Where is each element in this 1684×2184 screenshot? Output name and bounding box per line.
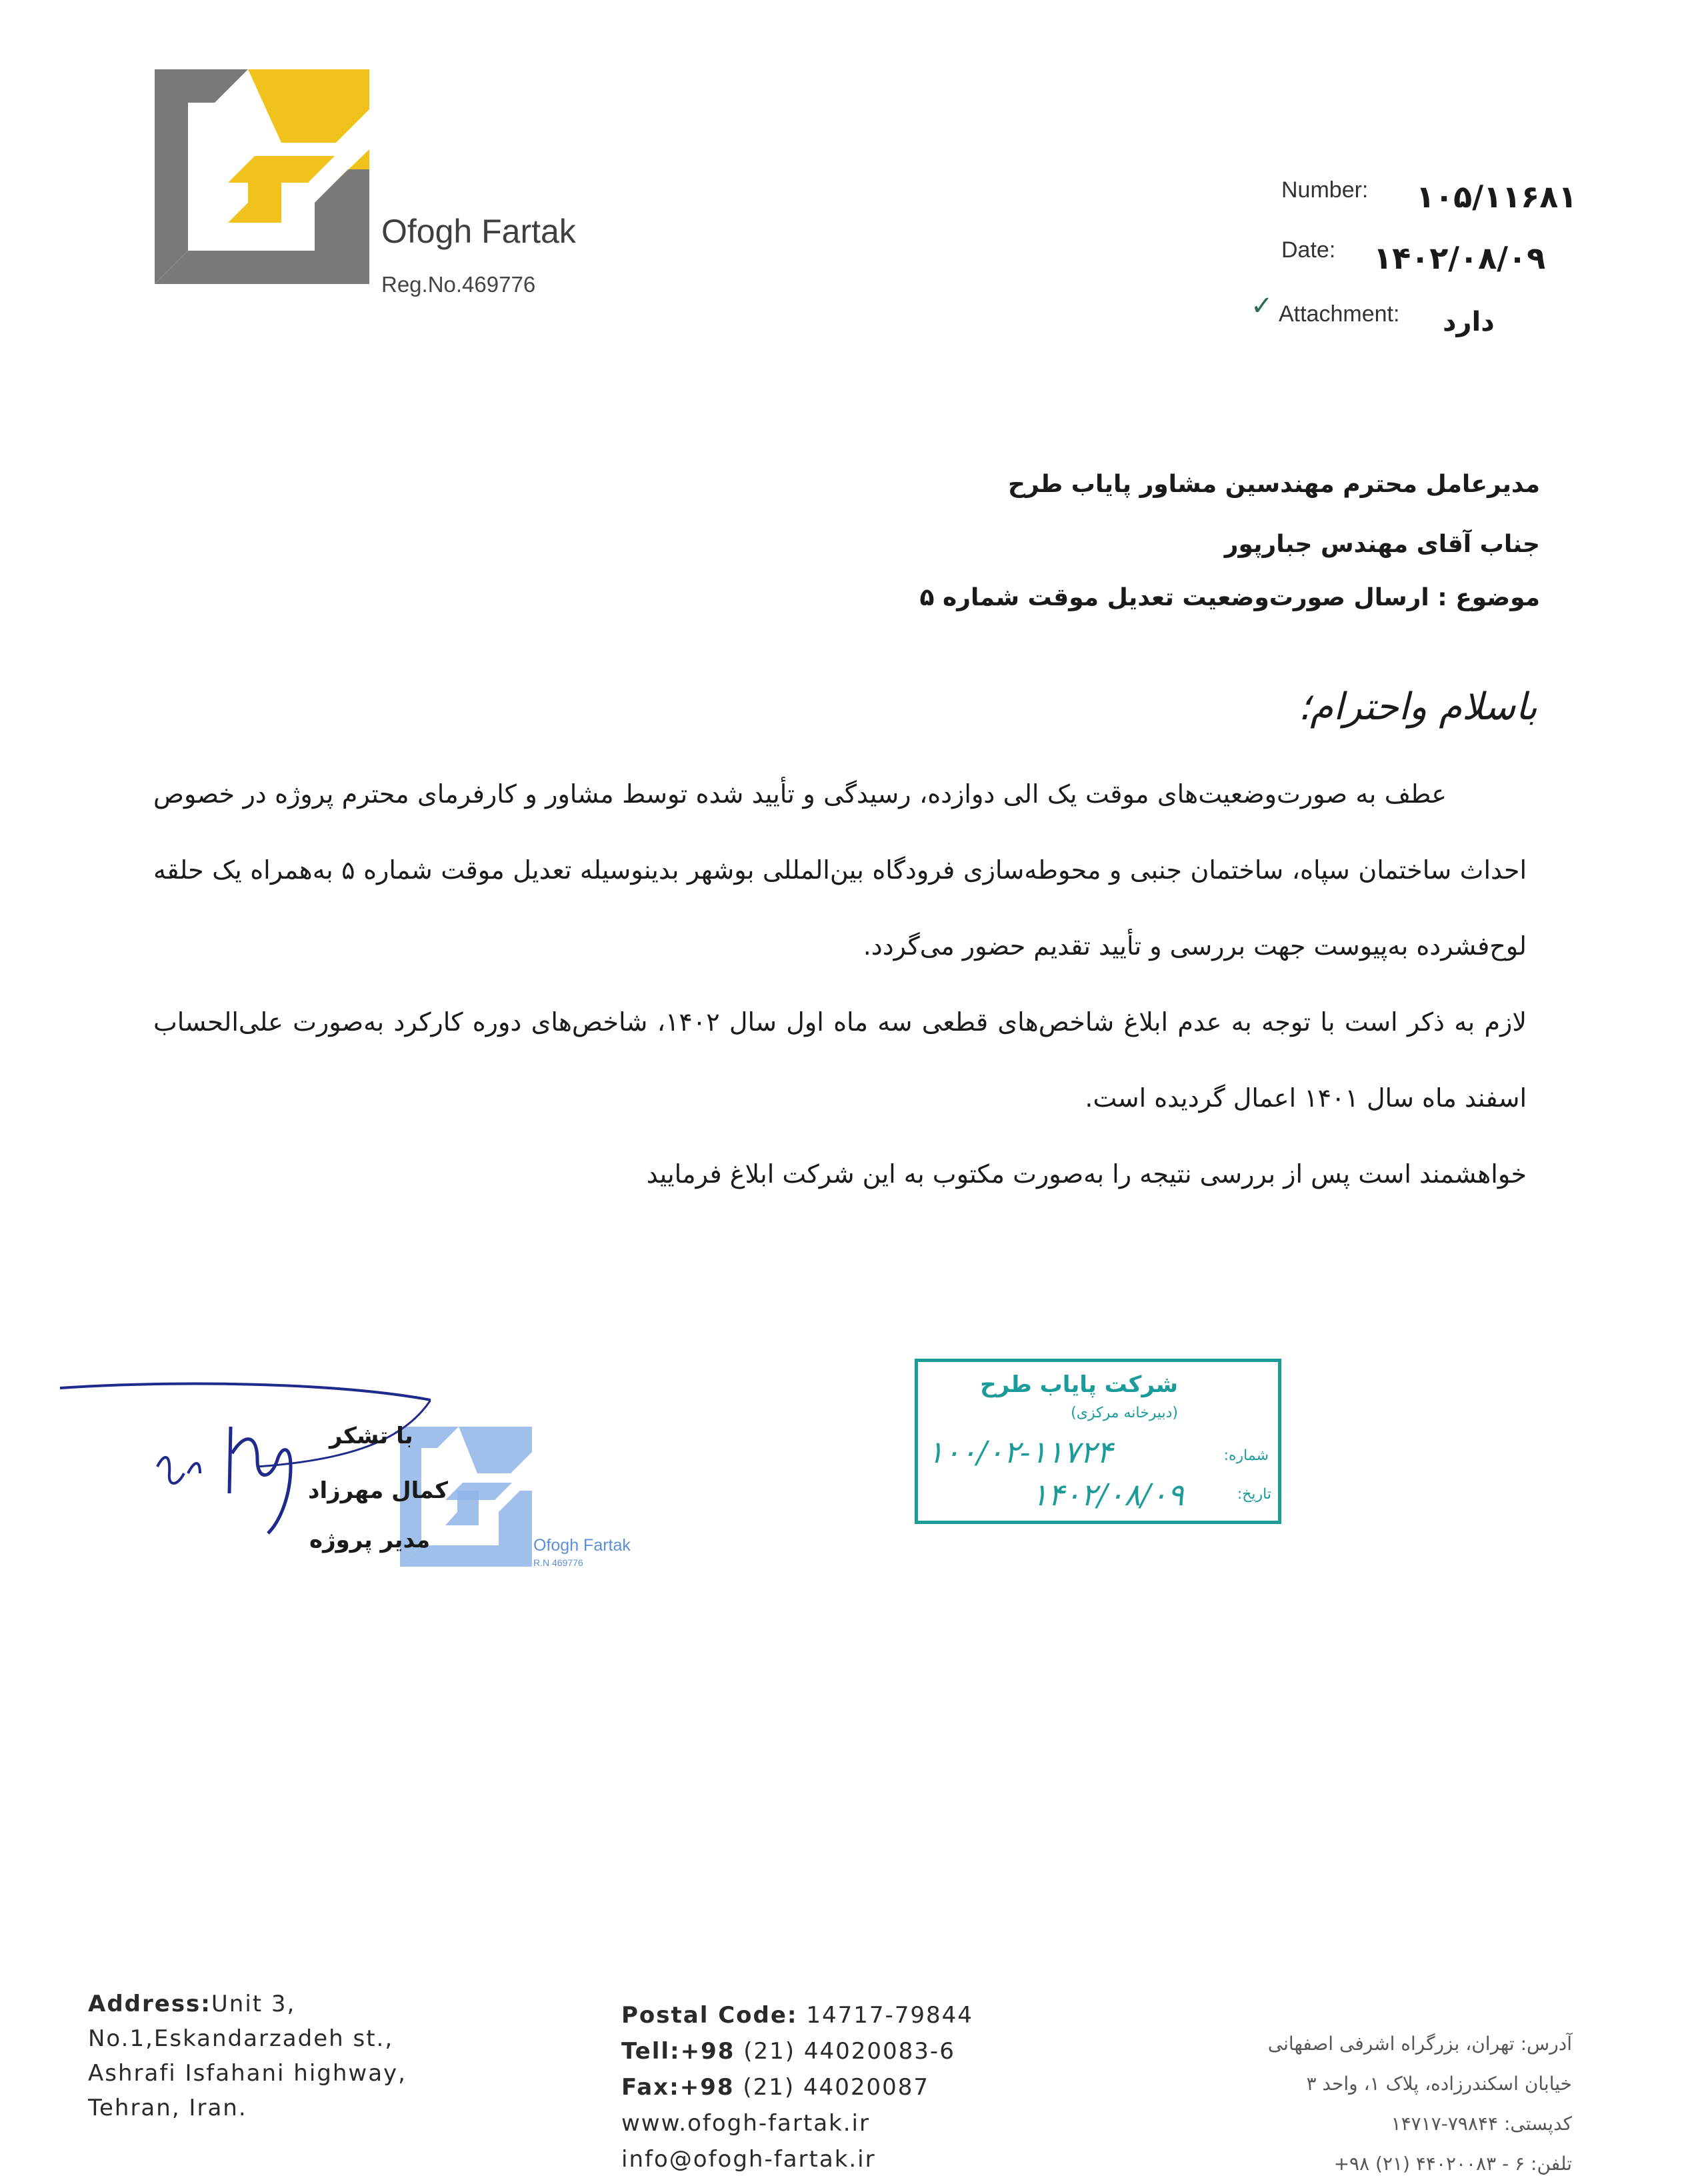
- address-line-3: Ashrafi Isfahani highway,: [88, 2060, 407, 2087]
- date-label: Date:: [1281, 237, 1336, 263]
- footer-address-fa: [1268, 2024, 1572, 2184]
- attachment-label: Attachment:: [1279, 301, 1400, 327]
- tel-label: Tell:+98: [621, 2038, 735, 2065]
- handwritten-signature: [57, 1380, 431, 1540]
- fa-address-line-1: آدرس: تهران، بزرگراه اشرفی اصفهانی: [1267, 2033, 1572, 2055]
- website-link[interactable]: www.ofogh-fartak.ir: [621, 2110, 870, 2137]
- footer-address-en: [88, 1987, 407, 2125]
- fax-label: Fax:+98: [621, 2074, 735, 2101]
- stamp-received-company: شرکت پایاب طرح: [980, 1371, 1178, 1398]
- company-logo: [155, 69, 369, 284]
- tel-value: (21) 44020083-6: [743, 2038, 955, 2065]
- fa-postal: کدپستی: ۷۹۸۴۴-۱۴۷۱۷: [1391, 2113, 1572, 2135]
- number-value: ۱۰۵/۱۱۶۸۱: [1416, 179, 1577, 215]
- body-paragraph-1: عطف به صورت‌وضعیت‌های موقت یک الی دوازده، رسیدگی و تأیید شده توسط مشاور و کارفرمای محترم پروژه در خصوص احداث ساختمان سپاه، ساختمان جنبی و محوطه‌سازی فرودگاه بین‌المللی بوشهر بدینوسیله تعدیل موقت شماره ۵ به‌همراه یک حلقه لوح‌فشرده به‌پیوست جهت بررسی و تأیید تقدیم حضور می‌گردد.: [153, 779, 1527, 961]
- attachment-value: دارد: [1443, 307, 1495, 337]
- received-stamp: [915, 1359, 1281, 1524]
- address-line-4: Tehran, Iran.: [88, 2095, 247, 2121]
- registration-number: Reg.No.469776: [381, 272, 536, 297]
- body-paragraph-2: لازم به ذکر است با توجه به عدم ابلاغ شاخص‌های قطعی سه ماه اول سال ۱۴۰۲، شاخص‌های دوره کارکرد به‌صورت علی‌الحساب اسفند ماه سال ۱۴۰۱ اعمال گردیده است.: [153, 1007, 1527, 1113]
- stamp-received-branch: (دبیرخانه مرکزی): [1071, 1405, 1178, 1421]
- signer-name: کمال مهرزاد: [308, 1477, 448, 1504]
- address-line-1: Unit 3,: [211, 1991, 296, 2017]
- footer-contact: [621, 1997, 973, 2177]
- signer-title: مدیر پروژه: [309, 1527, 431, 1553]
- fa-address-line-2: خیابان اسکندرزاده، پلاک ۱، واحد ۳: [1306, 2073, 1572, 2095]
- fa-phone: تلفن: ۶ - ۴۴۰۲۰۰۸۳ (۲۱) ۹۸+: [1333, 2153, 1572, 2175]
- stamp-registration: R.N 469776: [533, 1557, 583, 1568]
- salutation: باسلام واحترام؛: [1298, 685, 1537, 729]
- stamp-date-value: ۱۴۰۲/۰۸/۰۹: [1031, 1477, 1184, 1513]
- checkmark-icon: ✓: [1251, 291, 1273, 321]
- company-name: Ofogh Fartak: [381, 213, 576, 250]
- fax-value: (21) 44020087: [743, 2074, 929, 2101]
- stamp-number-label: شماره:: [1223, 1447, 1269, 1464]
- postal-value: 14717-79844: [806, 2002, 973, 2029]
- address-label: Address:: [88, 1991, 211, 2017]
- recipient-name: جناب آقای مهندس جبارپور: [1224, 531, 1540, 558]
- email-link[interactable]: info@ofogh-fartak.ir: [621, 2146, 876, 2173]
- address-line-2: No.1,Eskandarzadeh st.,: [88, 2025, 394, 2052]
- date-value: ۱۴۰۲/۰۸/۰۹: [1373, 240, 1546, 276]
- closing-thanks: با تشکر: [329, 1423, 413, 1449]
- stamp-date-label: تاریخ:: [1237, 1486, 1271, 1503]
- stamp-company-name: Ofogh Fartak: [533, 1536, 631, 1555]
- body-paragraph-3: خواهشمند است پس از بررسی نتیجه را به‌صورت مکتوب به این شرکت ابلاغ فرمایید: [646, 1159, 1527, 1189]
- subject-line: موضوع : ارسال صورت‌وضعیت تعدیل موقت شماره ۵: [919, 584, 1540, 611]
- recipient-title: مدیرعامل محترم مهندسین مشاور پایاب طرح: [1008, 471, 1540, 498]
- number-label: Number:: [1281, 177, 1369, 203]
- stamp-number-value: ۱۰۰/۰۲-۱۱۷۲۴: [927, 1434, 1113, 1470]
- postal-label: Postal Code:: [621, 2002, 798, 2029]
